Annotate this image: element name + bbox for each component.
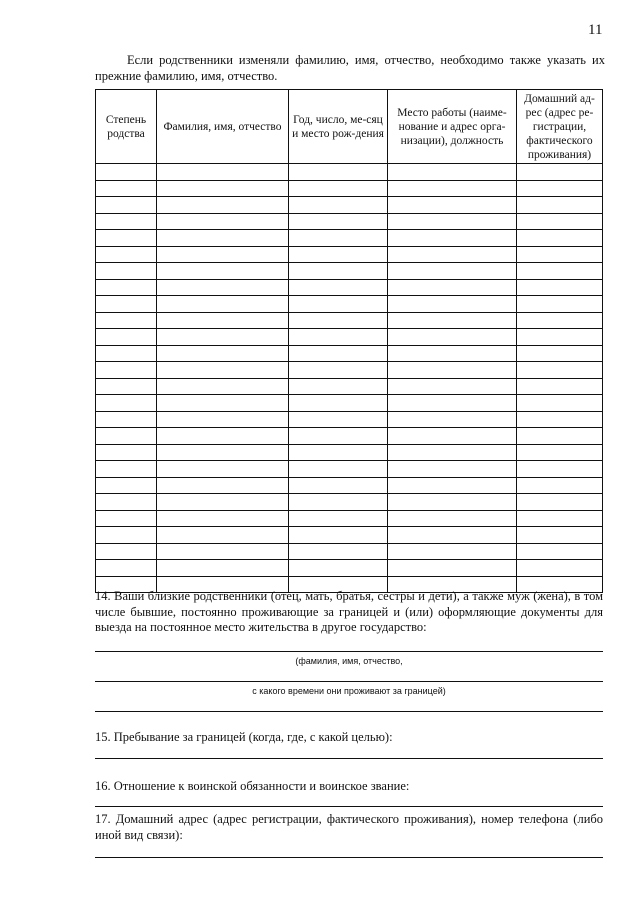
table-cell[interactable] [96, 444, 157, 461]
table-cell[interactable] [517, 444, 603, 461]
table-cell[interactable] [289, 213, 388, 230]
table-cell[interactable] [388, 312, 517, 329]
table-cell[interactable] [96, 543, 157, 560]
header-relation: Степень родства [96, 90, 157, 164]
table-cell[interactable] [96, 263, 157, 280]
fill-line[interactable] [95, 711, 603, 712]
table-cell[interactable] [96, 197, 157, 214]
table-row [96, 246, 603, 263]
table-row [96, 543, 603, 560]
table-cell[interactable] [96, 510, 157, 527]
table-cell[interactable] [157, 213, 289, 230]
table-cell[interactable] [157, 477, 289, 494]
table-cell[interactable] [517, 197, 603, 214]
table-cell[interactable] [388, 527, 517, 544]
table-cell[interactable] [289, 494, 388, 511]
table-cell[interactable] [388, 180, 517, 197]
table-cell[interactable] [517, 461, 603, 478]
table-row [96, 477, 603, 494]
table-cell[interactable] [517, 395, 603, 412]
table-cell[interactable] [517, 560, 603, 577]
table-cell[interactable] [517, 378, 603, 395]
table-cell[interactable] [289, 164, 388, 181]
table-cell[interactable] [157, 180, 289, 197]
table-cell[interactable] [96, 246, 157, 263]
header-address: Домашний ад-рес (адрес ре-гистрации, фактического проживания) [517, 90, 603, 164]
table-cell[interactable] [157, 246, 289, 263]
table-row [96, 213, 603, 230]
table-cell[interactable] [289, 312, 388, 329]
table-row [96, 164, 603, 181]
table-row [96, 527, 603, 544]
table-cell[interactable] [157, 527, 289, 544]
table-cell[interactable] [388, 263, 517, 280]
table-cell[interactable] [157, 263, 289, 280]
section-15-text: 15. Пребывание за границей (когда, где, с какой целью): [95, 730, 393, 744]
table-cell[interactable] [96, 477, 157, 494]
table-row [96, 560, 603, 577]
table-cell[interactable] [157, 378, 289, 395]
table-cell[interactable] [388, 444, 517, 461]
table-row [96, 296, 603, 313]
table-cell[interactable] [96, 411, 157, 428]
table-cell[interactable] [157, 345, 289, 362]
fill-line[interactable] [95, 806, 603, 807]
section-14-text: 14. Ваши близкие родственники (отец, мать, братья, сестры и дети), а также муж (жена), в том числе бывшие, постоянно проживающие за границей и (или) оформляющие документы для выезда на постоянное место жительства в другое государство: [95, 589, 603, 634]
intro-text: Если родственники изменяли фамилию, имя, отчество, необходимо также указать их прежние фамилию, имя, отчество. [95, 53, 605, 83]
table-row [96, 362, 603, 379]
table-cell[interactable] [388, 246, 517, 263]
table-cell[interactable] [388, 494, 517, 511]
section-16-text: 16. Отношение к воинской обязанности и воинское звание: [95, 779, 410, 793]
table-cell[interactable] [96, 395, 157, 412]
table-cell[interactable] [388, 296, 517, 313]
table-cell[interactable] [388, 213, 517, 230]
table-cell[interactable] [96, 378, 157, 395]
table-cell[interactable] [388, 477, 517, 494]
fill-line[interactable] [95, 857, 603, 858]
table-cell[interactable] [517, 543, 603, 560]
table-row [96, 329, 603, 346]
table-row [96, 345, 603, 362]
table-cell[interactable] [388, 510, 517, 527]
table-cell[interactable] [388, 395, 517, 412]
table-row [96, 494, 603, 511]
table-cell[interactable] [289, 329, 388, 346]
table-cell[interactable] [157, 230, 289, 247]
table-cell[interactable] [517, 164, 603, 181]
table-cell[interactable] [388, 164, 517, 181]
table-cell[interactable] [289, 444, 388, 461]
table-cell[interactable] [157, 329, 289, 346]
table-cell[interactable] [388, 197, 517, 214]
table-cell[interactable] [157, 411, 289, 428]
table-cell[interactable] [157, 164, 289, 181]
header-full-name: Фамилия, имя, отчество [157, 90, 289, 164]
table-cell[interactable] [517, 279, 603, 296]
table-cell[interactable] [289, 510, 388, 527]
table-cell[interactable] [96, 279, 157, 296]
table-cell[interactable] [157, 494, 289, 511]
table-row [96, 378, 603, 395]
table-cell[interactable] [517, 213, 603, 230]
table-row [96, 428, 603, 445]
table-cell[interactable] [157, 428, 289, 445]
table-cell[interactable] [388, 378, 517, 395]
fill-line[interactable] [95, 651, 603, 652]
table-cell[interactable] [289, 461, 388, 478]
table-cell[interactable] [96, 329, 157, 346]
table-cell[interactable] [157, 362, 289, 379]
table-cell[interactable] [388, 461, 517, 478]
table-cell[interactable] [157, 312, 289, 329]
table-row [96, 411, 603, 428]
table-row [96, 395, 603, 412]
table-cell[interactable] [96, 296, 157, 313]
table-row [96, 230, 603, 247]
header-workplace: Место работы (наиме-нование и адрес орга-низации), должность [388, 90, 517, 164]
table-cell[interactable] [289, 560, 388, 577]
table-cell[interactable] [517, 263, 603, 280]
table-body [96, 164, 603, 593]
table-cell[interactable] [96, 461, 157, 478]
table-cell[interactable] [517, 329, 603, 346]
table-cell[interactable] [157, 279, 289, 296]
table-cell[interactable] [289, 362, 388, 379]
table-cell[interactable] [157, 560, 289, 577]
table-cell[interactable] [157, 444, 289, 461]
table-row [96, 461, 603, 478]
table-cell[interactable] [96, 345, 157, 362]
table-cell[interactable] [517, 494, 603, 511]
caption-since-when: с какого времени они проживают за границей) [252, 686, 446, 696]
table-cell[interactable] [517, 246, 603, 263]
fill-line[interactable] [95, 758, 603, 759]
table-cell[interactable] [388, 345, 517, 362]
table-cell[interactable] [517, 527, 603, 544]
table-cell[interactable] [388, 329, 517, 346]
table-cell[interactable] [517, 180, 603, 197]
table-cell[interactable] [517, 428, 603, 445]
table-cell[interactable] [96, 428, 157, 445]
header-birth: Год, число, ме-сяц и место рож-дения [289, 90, 388, 164]
relatives-table [95, 89, 603, 593]
table-row [96, 312, 603, 329]
table-row [96, 510, 603, 527]
table-cell[interactable] [289, 263, 388, 280]
table-cell[interactable] [289, 279, 388, 296]
table-cell[interactable] [289, 527, 388, 544]
table-cell[interactable] [517, 230, 603, 247]
table-cell[interactable] [289, 378, 388, 395]
table-cell[interactable] [289, 296, 388, 313]
page-number: 11 [588, 22, 603, 38]
table-cell[interactable] [157, 395, 289, 412]
table-cell[interactable] [289, 543, 388, 560]
table-row [96, 444, 603, 461]
table-cell[interactable] [96, 213, 157, 230]
table-cell[interactable] [517, 345, 603, 362]
table-cell[interactable] [289, 197, 388, 214]
table-cell[interactable] [96, 494, 157, 511]
table-cell[interactable] [157, 543, 289, 560]
table-cell[interactable] [388, 560, 517, 577]
table-cell[interactable] [289, 230, 388, 247]
table-cell[interactable] [289, 411, 388, 428]
table-cell[interactable] [289, 477, 388, 494]
table-cell[interactable] [517, 296, 603, 313]
table-cell[interactable] [157, 296, 289, 313]
table-cell[interactable] [517, 362, 603, 379]
table-row [96, 263, 603, 280]
table-cell[interactable] [157, 461, 289, 478]
table-cell[interactable] [517, 312, 603, 329]
table-cell[interactable] [388, 411, 517, 428]
caption-full-name: (фамилия, имя, отчество, [295, 656, 403, 666]
table-cell[interactable] [96, 164, 157, 181]
table-row [96, 197, 603, 214]
table-row [96, 180, 603, 197]
table-row [96, 279, 603, 296]
table-cell[interactable] [157, 197, 289, 214]
table-cell[interactable] [96, 527, 157, 544]
table-cell[interactable] [388, 362, 517, 379]
fill-line[interactable] [95, 681, 603, 682]
table-header-row [96, 90, 603, 164]
table-cell[interactable] [388, 428, 517, 445]
table-cell[interactable] [289, 180, 388, 197]
table-cell[interactable] [157, 510, 289, 527]
table-cell[interactable] [96, 312, 157, 329]
table-cell[interactable] [96, 362, 157, 379]
table-cell[interactable] [289, 395, 388, 412]
table-cell[interactable] [388, 279, 517, 296]
table-cell[interactable] [289, 428, 388, 445]
section-17-text: 17. Домашний адрес (адрес регистрации, фактического проживания), номер телефона (либо иной вид связи): [95, 812, 603, 842]
table-cell[interactable] [517, 411, 603, 428]
table-cell[interactable] [289, 345, 388, 362]
table-cell[interactable] [388, 230, 517, 247]
table-cell[interactable] [96, 180, 157, 197]
table-cell[interactable] [96, 230, 157, 247]
table-cell[interactable] [388, 543, 517, 560]
table-cell[interactable] [517, 477, 603, 494]
table-cell[interactable] [289, 246, 388, 263]
table-cell[interactable] [517, 510, 603, 527]
table-cell[interactable] [96, 560, 157, 577]
